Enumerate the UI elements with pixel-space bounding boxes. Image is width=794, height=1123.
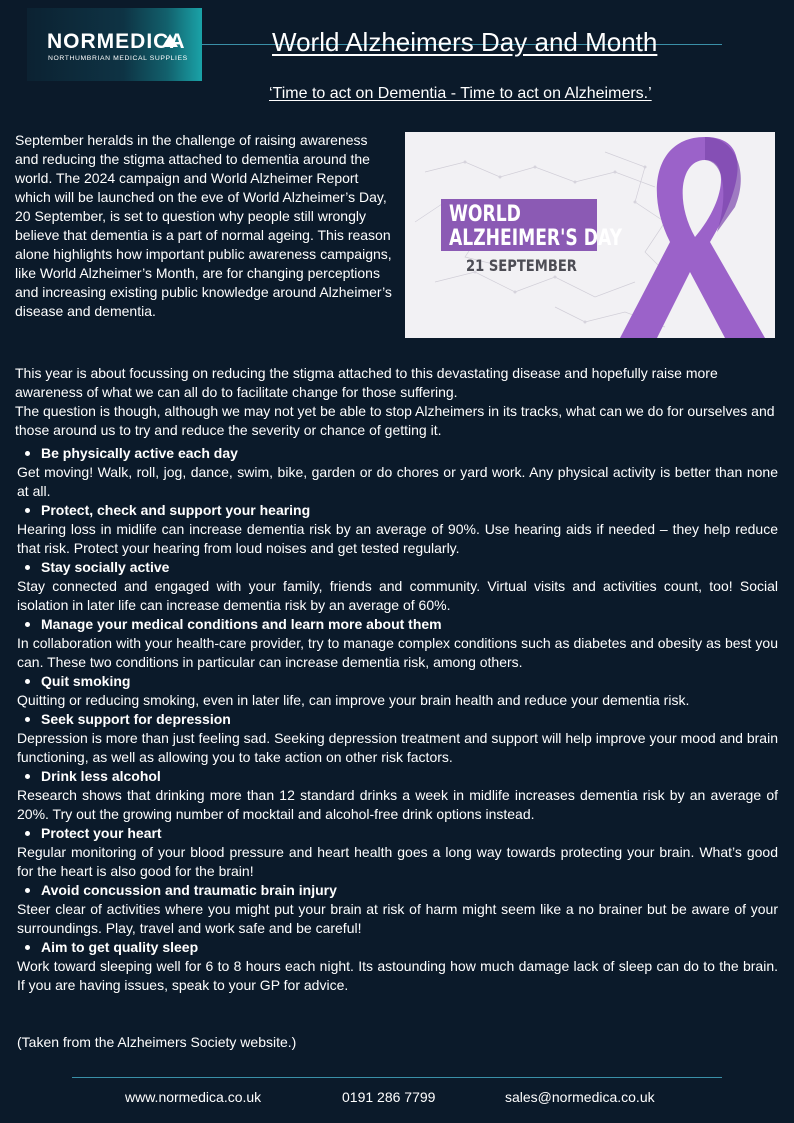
tip-text: In collaboration with your health-care provider, try to manage complex conditions such as diabetes and obesity as best you can. These two conditions in particular can increase dementia risk, among others. [17, 635, 778, 670]
tips-list [17, 444, 778, 995]
tip-text: Quitting or reducing smoking, even in later life, can improve your brain health and reduce your dementia risk. [17, 692, 690, 708]
hero-date: 21 SEPTEMBER [466, 256, 577, 275]
tip-heading: Drink less alcohol [17, 767, 778, 786]
tip-heading: Stay socially active [17, 558, 778, 577]
footer-website-link[interactable]: www.normedica.co.uk [125, 1089, 262, 1105]
footer-divider [72, 1077, 722, 1078]
page-title: World Alzheimers Day and Month [272, 27, 658, 57]
tip-text: Stay connected and engaged with your family, friends and community. Virtual visits and activities count, too! Social isolation in later life can increase dementia risk by an average of 60%. [17, 578, 778, 613]
hero-line1: WORLD [449, 202, 521, 227]
logo-triangle-icon [162, 34, 178, 47]
tip-text: Research shows that drinking more than 12 standard drinks a week in midlife increases dementia risk by an average of 20%. Try out the growing number of mocktail and alcohol-free drink options instead. [17, 787, 778, 822]
body-paragraph: This year is about focussing on reducing the stigma attached to this devastating disease and hopefully raise more awareness of what we can all do to facilitate change for those suffering. [15, 365, 718, 400]
footer-phone[interactable]: 0191 286 7799 [342, 1089, 436, 1105]
tip-heading: Manage your medical conditions and learn more about them [17, 615, 778, 634]
tip-text: Work toward sleeping well for 6 to 8 hours each night. Its astounding how much damage lack of sleep can do to the brain. If you are having issues, speak to your GP for advice. [17, 958, 778, 993]
body-paragraph: The question is though, although we may not yet be able to stop Alzheimers in its tracks, what can we do for ourselves and those around us to try and reduce the severity or chance of getting it. [15, 403, 775, 438]
tip-text: Get moving! Walk, roll, jog, dance, swim, bike, garden or do chores or yard work. Any physical activity is better than none at all. [17, 464, 778, 499]
intro-paragraph: September heralds in the challenge of raising awareness and reducing the stigma attached to dementia around the world. The 2024 campaign and World Alzheimer Report which will be launched on the eve of World Alzheimer’s Day, 20 September, is set to question why people still wrongly believe that dementia is a part of normal ageing. This reason alone highlights how important public awareness campaigns, like World Alzheimer’s Month, are for changing perceptions and increasing existing public knowledge around Alzheimer’s disease and dementia. [15, 132, 392, 319]
tip-heading: Be physically active each day [17, 444, 778, 463]
tip-heading: Quit smoking [17, 672, 778, 691]
tip-text: Steer clear of activities where you might put your brain at risk of harm might seem like a no brainer but be aware of your surroundings. Play, travel and work safe and be careful! [17, 901, 778, 936]
tip-heading: Seek support for depression [17, 710, 778, 729]
tip-text: Regular monitoring of your blood pressure and heart health goes a long way towards protecting your brain. What’s good for the heart is also good for the brain! [17, 844, 778, 879]
page-subtitle: ‘Time to act on Dementia - Time to act on Alzheimers.’ [269, 85, 652, 102]
tip-heading: Avoid concussion and traumatic brain injury [17, 881, 778, 900]
hero-line2: ALZHEIMER'S DAY [449, 226, 623, 251]
tip-heading: Protect your heart [17, 824, 778, 843]
source-note: (Taken from the Alzheimers Society website.) [17, 1034, 297, 1050]
tip-heading: Aim to get quality sleep [17, 938, 778, 957]
tip-heading: Protect, check and support your hearing [17, 501, 778, 520]
hero-image [405, 132, 775, 338]
footer-email-link[interactable]: sales@normedica.co.uk [505, 1089, 655, 1105]
tip-text: Hearing loss in midlife can increase dementia risk by an average of 90%. Use hearing aids if needed – they help reduce that risk. Protect your hearing from loud noises and get tested regularly. [17, 521, 778, 556]
logo-name: NORMEDICA [47, 30, 186, 53]
body-text [15, 364, 779, 440]
company-logo [27, 8, 202, 81]
logo-tagline: NORTHUMBRIAN MEDICAL SUPPLIES [48, 55, 188, 62]
tip-text: Depression is more than just feeling sad. Seeking depression treatment and support will help improve your mood and brain functioning, as well as allowing you to take action on other risk factors. [17, 730, 778, 765]
